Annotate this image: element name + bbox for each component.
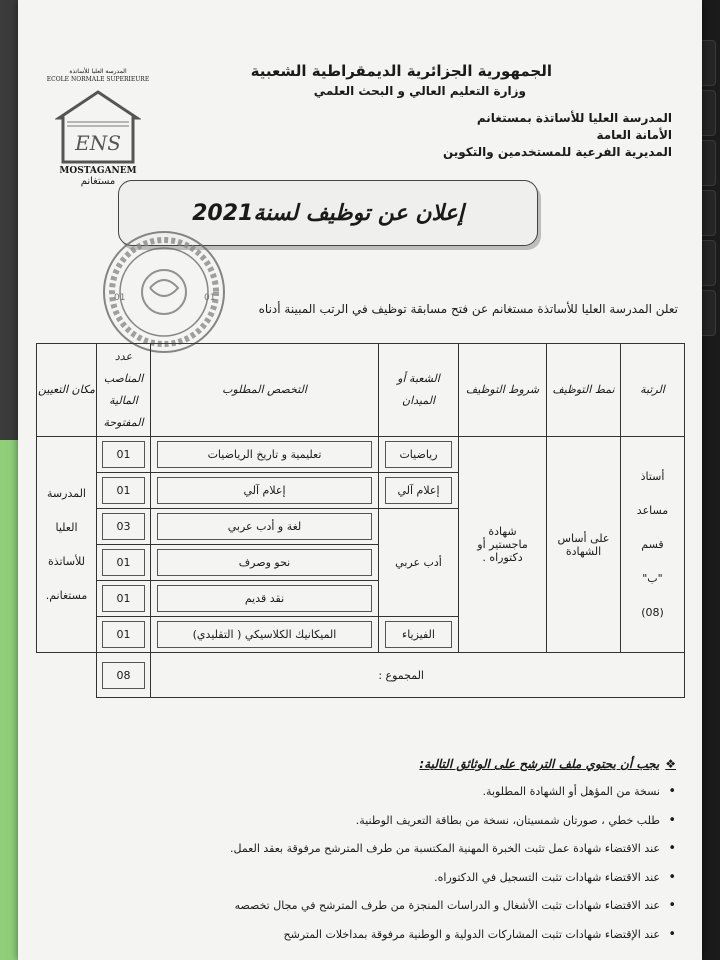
rank-cell: أستاذ مساعد قسم "ب" (08): [621, 437, 685, 653]
header-branch: الشعبة أو الميدان: [379, 344, 459, 437]
positions-table: [36, 343, 685, 698]
logo-city-ar: مستغانم: [80, 176, 116, 187]
directorate-name: المديرية الفرعية للمستخدمين والتكوين: [442, 145, 672, 159]
total-label: المجموع :: [151, 653, 685, 698]
location-cell: المدرسة العليا للأساتذة مستغانم.: [37, 437, 97, 653]
count-cell: 01: [97, 545, 151, 581]
list-item: • عند الاقتضاء شهادات تثبت التسجيل في الدكتوراه.: [76, 864, 676, 893]
mode-cell: على أساس الشهادة: [547, 437, 621, 653]
specialty-cell: نحو وصرف: [151, 545, 379, 581]
official-stamp: [100, 228, 228, 356]
requirements-title: ❖يجب أن يحتوي ملف الترشح على الوثائق التالية:: [419, 757, 676, 771]
count-cell: 03: [97, 509, 151, 545]
requirements-list: [76, 778, 676, 949]
institution-block: [443, 110, 672, 161]
secretariat-name: الأمانة العامة: [596, 128, 672, 142]
stamp-number: 01: [204, 293, 216, 303]
stamp-number: 01: [114, 293, 126, 303]
logo-monogram: ENS: [75, 131, 121, 155]
header-mode: نمط التوظيف: [547, 344, 621, 437]
republic-header: الجمهورية الجزائرية الديمقراطية الشعبية: [250, 62, 552, 80]
star-bullet-icon: ❖: [665, 757, 676, 771]
list-item: • عند الاقتضاء شهادات تثبت الأشغال و الدراسات المنجزة من طرف المترشح في مجال تخصصه: [76, 892, 676, 921]
list-item: • طلب خطي ، صورتان شمسيتان، نسخة من بطاقة التعريف الوطنية.: [76, 807, 676, 836]
logo-arabic-caption: المدرسة العليا للأساتذة: [69, 68, 127, 75]
total-value: 08: [97, 653, 151, 698]
header-location: مكان التعيين: [37, 344, 97, 437]
logo-city-fr: MOSTAGANEM: [59, 166, 137, 176]
count-cell: 01: [97, 473, 151, 509]
header-specialty: التخصص المطلوب: [151, 344, 379, 437]
table-row: [37, 437, 685, 473]
specialty-cell: نقد قديم: [151, 581, 379, 617]
table-total-row: [37, 653, 685, 698]
list-item: • عند الإقتضاء شهادات تثبت المشاركات الدولية و الوطنية مرفوقة بمداخلات المترشح: [76, 921, 676, 950]
specialty-cell: الميكانيك الكلاسيكي ( التقليدي): [151, 617, 379, 653]
branch-cell: إعلام آلي: [379, 473, 459, 509]
specialty-cell: تعليمية و تاريخ الرياضيات: [151, 437, 379, 473]
logo-house-icon: [55, 88, 141, 166]
ministry-header: وزارة التعليم العالي و البحث العلمي: [313, 84, 526, 98]
count-cell: 01: [97, 617, 151, 653]
branch-cell: أدب عربي: [379, 509, 459, 617]
list-item: • نسخة من المؤهل أو الشهادة المطلوبة.: [76, 778, 676, 807]
table-header-row: [37, 344, 685, 437]
announcement-document: [18, 0, 702, 960]
list-item: • عند الاقتضاء شهادة عمل تثبت الخبرة المهنية المكتسبة من طرف المترشح مرفوقة بعقد العمل.: [76, 835, 676, 864]
count-cell: 01: [97, 581, 151, 617]
header-positions: عدد المناصب المالية المفتوحة: [97, 344, 151, 437]
header-conditions: شروط التوظيف: [459, 344, 547, 437]
specialty-cell: لغة و أدب عربي: [151, 509, 379, 545]
header-rank: الرتبة: [621, 344, 685, 437]
logo-french-caption: ECOLE NORMALE SUPERIEURE: [46, 76, 150, 83]
branch-cell: الفيزياء: [379, 617, 459, 653]
count-cell: 01: [97, 437, 151, 473]
branch-cell: رياضيات: [379, 437, 459, 473]
institution-name: المدرسة العليا للأساتذة بمستغانم: [476, 111, 672, 125]
conditions-cell: شهادة ماجستير أو دكتوراه .: [459, 437, 547, 653]
intro-text: تعلن المدرسة العليا للأساتذة مستغانم عن فتح مسابقة توظيف في الرتب المبينة أدناه: [258, 302, 678, 316]
announcement-title: إعلان عن توظيف لسنة2021: [118, 180, 538, 246]
specialty-cell: إعلام آلي: [151, 473, 379, 509]
ens-logo: [38, 68, 158, 187]
